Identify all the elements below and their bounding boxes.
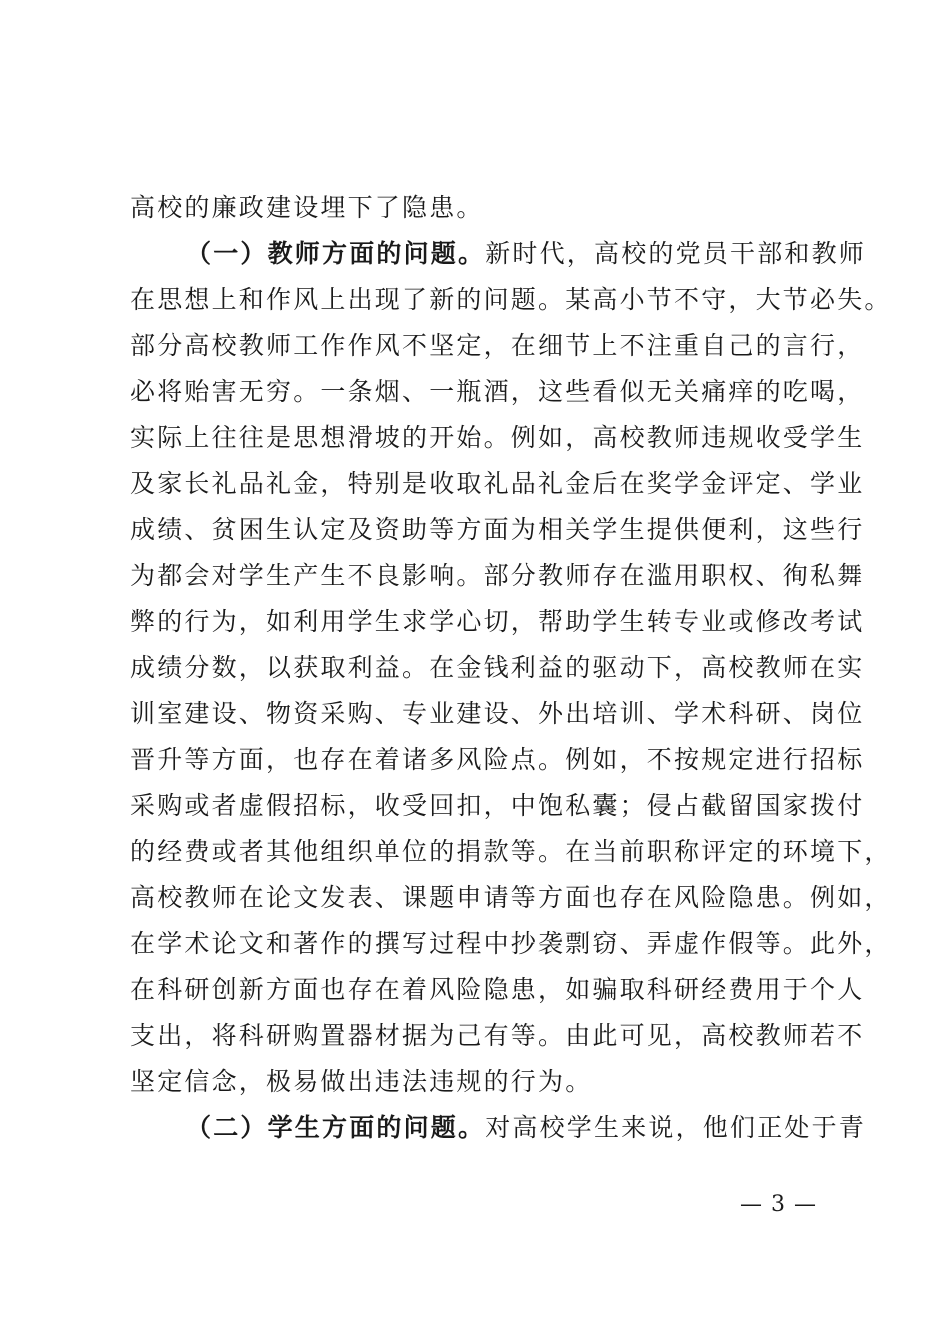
section-1-text: 新时代，高校的党员干部和教师 bbox=[485, 239, 867, 268]
body-line: 成绩分数，以获取利益。在金钱利益的驱动下，高校教师在实 bbox=[130, 653, 865, 682]
section-2-first-line bbox=[186, 1110, 867, 1146]
body-line: 晋升等方面，也存在着诸多风险点。例如，不按规定进行招标 bbox=[130, 745, 865, 774]
body-line: 部分高校教师工作作风不坚定，在细节上不注重自己的言行， bbox=[130, 331, 865, 360]
body-line: 高校教师在论文发表、课题申请等方面也存在风险隐患。例如， bbox=[130, 883, 892, 912]
body-line: 实际上往往是思想滑坡的开始。例如，高校教师违规收受学生 bbox=[130, 423, 865, 452]
paragraph-continuation: 高校的廉政建设埋下了隐患。 bbox=[130, 193, 484, 222]
section-1-first-line bbox=[186, 236, 867, 272]
body-line: 必将贻害无穷。一条烟、一瓶酒，这些看似无关痛痒的吃喝， bbox=[130, 377, 865, 406]
body-line: 弊的行为，如利用学生求学心切，帮助学生转专业或修改考试 bbox=[130, 607, 865, 636]
section-1-heading: （一）教师方面的问题。 bbox=[186, 239, 486, 268]
section-2-text: 对高校学生来说，他们正处于青 bbox=[485, 1113, 867, 1142]
section-2-heading: （二）学生方面的问题。 bbox=[186, 1113, 486, 1142]
body-line: 支出，将科研购置器材据为己有等。由此可见，高校教师若不 bbox=[130, 1021, 865, 1050]
body-line: 在学术论文和著作的撰写过程中抄袭剽窃、弄虚作假等。此外， bbox=[130, 929, 892, 958]
body-line: 及家长礼品礼金，特别是收取礼品礼金后在奖学金评定、学业 bbox=[130, 469, 865, 498]
body-line: 在思想上和作风上出现了新的问题。某高小节不守，大节必失。 bbox=[130, 285, 892, 314]
body-line: 采购或者虚假招标，收受回扣，中饱私囊；侵占截留国家拨付 bbox=[130, 791, 865, 820]
body-line: 的经费或者其他组织单位的捐款等。在当前职称评定的环境下， bbox=[130, 837, 892, 866]
body-line: 坚定信念，极易做出违法违规的行为。 bbox=[130, 1067, 593, 1096]
page-number: — 3 — bbox=[740, 1192, 817, 1217]
body-line: 训室建设、物资采购、专业建设、外出培训、学术科研、岗位 bbox=[130, 699, 865, 728]
body-line: 在科研创新方面也存在着风险隐患，如骗取科研经费用于个人 bbox=[130, 975, 865, 1004]
body-line: 为都会对学生产生不良影响。部分教师存在滥用职权、徇私舞 bbox=[130, 561, 865, 590]
body-line: 成绩、贫困生认定及资助等方面为相关学生提供便利，这些行 bbox=[130, 515, 865, 544]
